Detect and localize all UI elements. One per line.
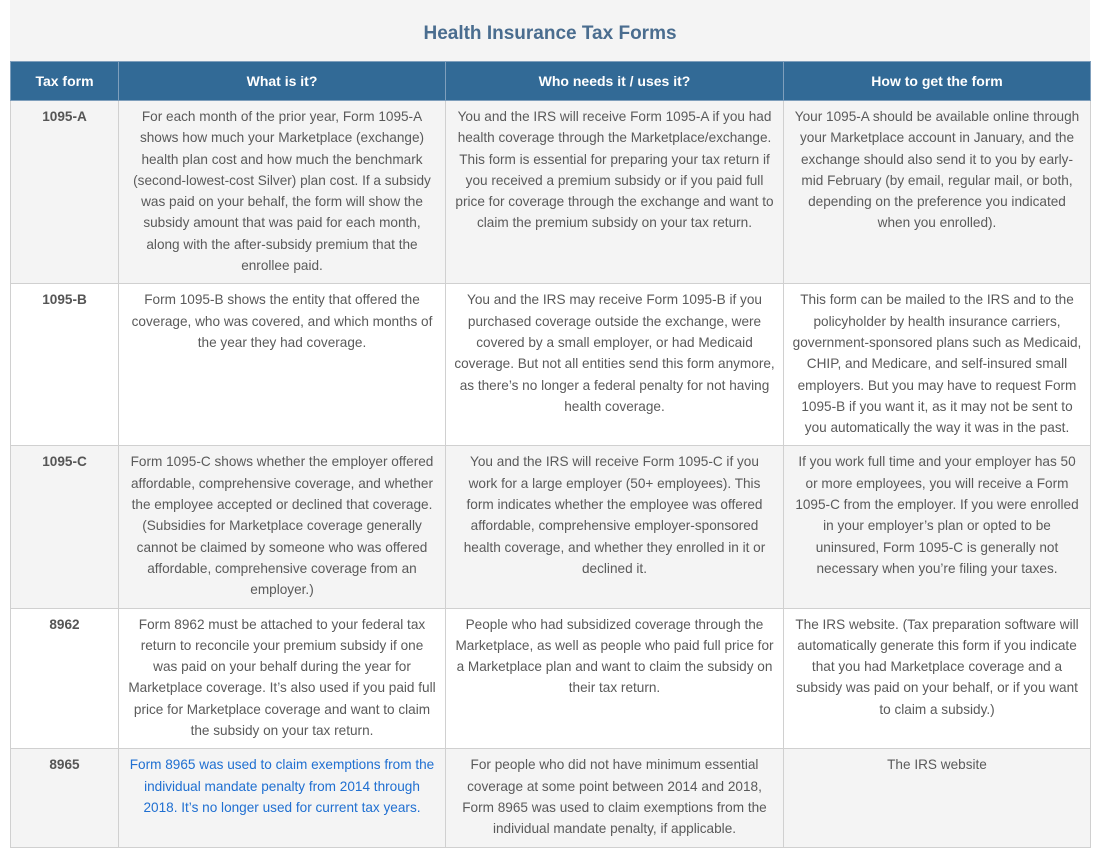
how-cell: If you work full time and your employer has 50 or more employees, you will receive a Form 1095-C from the employer. If you were enrolled in your employer’s plan or opted to be uninsured, Form 1095-C is generally not necessary when you’re filing your taxes. <box>784 446 1091 608</box>
table-row <box>11 608 1091 749</box>
how-cell: Your 1095-A should be available online through your Marketplace account in January, and the exchange should also send it to you by early-mid February (by email, regular mail, or both, depending on the preference you indicated when you enrolled). <box>784 101 1091 284</box>
form-id-cell: 8962 <box>11 608 119 749</box>
tax-forms-container <box>10 0 1090 837</box>
who-cell: You and the IRS may receive Form 1095-B if you purchased coverage outside the exchange, were covered by a small employer, or had Medicaid coverage. But not all entities send this form anymore, as there’s no longer a federal penalty for not having health coverage. <box>446 284 784 446</box>
table-row <box>11 284 1091 446</box>
how-cell: This form can be mailed to the IRS and to the policyholder by health insurance carriers, government-sponsored plans such as Medicaid, CHIP, and Medicare, and self-insured small employers. But you may have to request Form 1095-B if you want it, as it may not be sent to you automatically the way it was in the past. <box>784 284 1091 446</box>
how-cell: The IRS website <box>784 749 1091 847</box>
form-id-cell: 1095-B <box>11 284 119 446</box>
table-row <box>11 749 1091 847</box>
table-header-row <box>11 62 1091 101</box>
page-title: Health Insurance Tax Forms <box>423 23 677 44</box>
form-id-cell: 1095-C <box>11 446 119 608</box>
form-id-cell: 8965 <box>11 749 119 847</box>
header-how-to-get: How to get the form <box>784 62 1091 101</box>
header-tax-form: Tax form <box>11 62 119 101</box>
table-row <box>11 446 1091 608</box>
who-cell: For people who did not have minimum essential coverage at some point between 2014 and 2018, Form 8965 was used to claim exemptions from the individual mandate penalty, if applicable. <box>446 749 784 847</box>
what-cell: Form 8962 must be attached to your federal tax return to reconcile your premium subsidy if one was paid on your behalf during the year for Marketplace coverage. It’s also used if you paid full price for Marketplace coverage and want to claim the subsidy on your tax return. <box>119 608 446 749</box>
tax-forms-table <box>10 61 1091 848</box>
form-id-cell: 1095-A <box>11 101 119 284</box>
who-cell: People who had subsidized coverage through the Marketplace, as well as people who paid full price for a Marketplace plan and want to claim the subsidy on their tax return. <box>446 608 784 749</box>
what-cell: Form 1095-B shows the entity that offered the coverage, who was covered, and which months of the year they had coverage. <box>119 284 446 446</box>
who-cell: You and the IRS will receive Form 1095-A if you had health coverage through the Marketplace/exchange. This form is essential for preparing your tax return if you received a premium subsidy or if you paid full price for coverage through the exchange and want to claim the premium subsidy on your tax return. <box>446 101 784 284</box>
how-cell: The IRS website. (Tax preparation software will automatically generate this form if you indicate that you had Marketplace coverage and a subsidy was paid on your behalf, or if you want to claim a subsidy.) <box>784 608 1091 749</box>
what-cell: Form 1095-C shows whether the employer offered affordable, comprehensive coverage, and whether the employee accepted or declined that coverage. (Subsidies for Marketplace coverage generally cannot be claimed by someone who was offered affordable, comprehensive coverage from an employer.) <box>119 446 446 608</box>
header-who-needs-it: Who needs it / uses it? <box>446 62 784 101</box>
who-cell: You and the IRS will receive Form 1095-C if you work for a large employer (50+ employees). This form indicates whether the employee was offered affordable, comprehensive employer-sponsored health coverage, and whether they enrolled in it or declined it. <box>446 446 784 608</box>
what-cell-link[interactable]: Form 8965 was used to claim exemptions from the individual mandate penalty from 2014 through 2018. It’s no longer used for current tax years. <box>119 749 446 847</box>
what-cell: For each month of the prior year, Form 1095-A shows how much your Marketplace (exchange) health plan cost and how much the benchmark (second-lowest-cost Silver) plan cost. If a subsidy was paid on your behalf, the form will show the subsidy amount that was paid for each month, along with the after-subsidy premium that the enrollee paid. <box>119 101 446 284</box>
table-row <box>11 101 1091 284</box>
header-what-is-it: What is it? <box>119 62 446 101</box>
